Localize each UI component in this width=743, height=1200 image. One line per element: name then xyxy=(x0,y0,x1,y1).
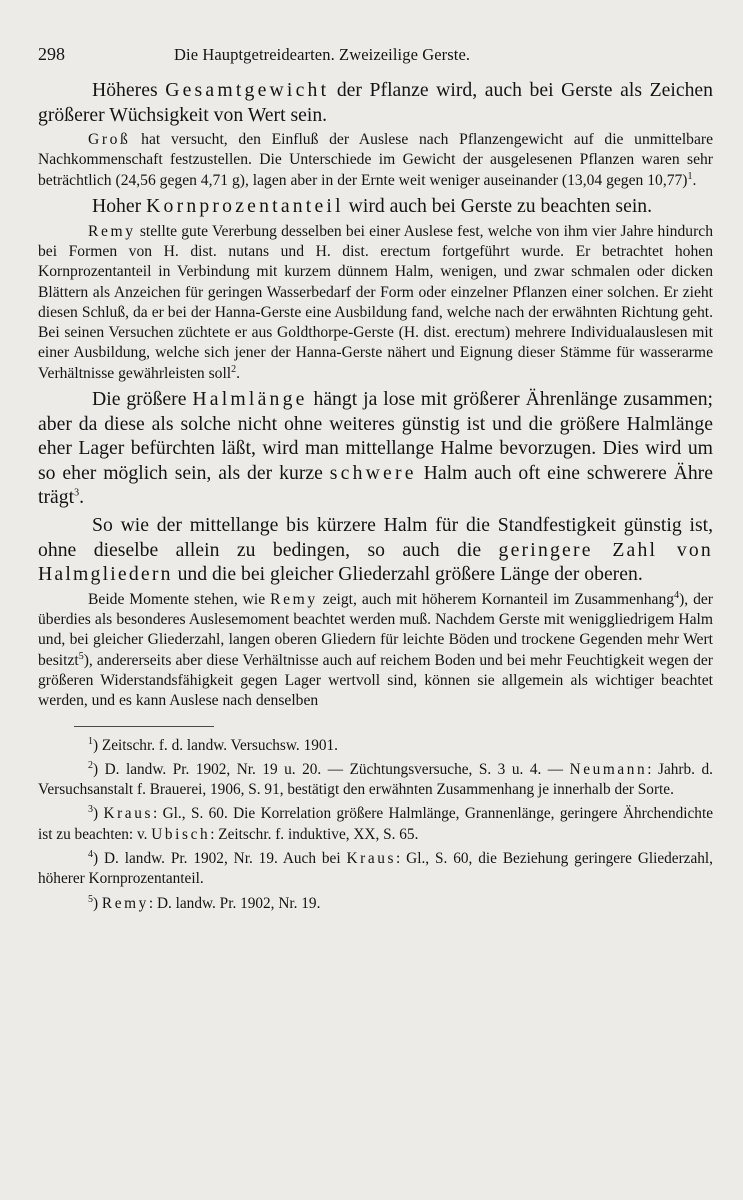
spaced-term: Halmlänge xyxy=(192,388,308,411)
footnote-1 xyxy=(38,736,713,756)
footnote-text: : D. landw. Pr. 1902, Nr. 19. xyxy=(148,894,321,912)
text-run: Höheres xyxy=(92,79,166,101)
page-header xyxy=(38,44,713,78)
spaced-term: Gesamtgewicht xyxy=(165,79,330,101)
text-run: . xyxy=(236,364,241,382)
footnotes xyxy=(38,736,713,914)
text-run: zeigt, auch mit höherem Kornanteil im Zusammenhang xyxy=(317,590,675,608)
footnote-text: : Jahrb. d. Versuchsanstalt f. Brauerei, 1906, S. 91, bestätigt den erwähnten Zusammenhang je innerhalb der Sorte. xyxy=(38,760,713,799)
footnote-ref: 3 xyxy=(74,487,80,499)
text-run: ), andererseits aber diese Verhältnisse auch auf reichem Boden und bei mehr Feuchtigkeit wegen der größeren Widerstandsfähigkeit gegen Lager wertvoll sind, können sie allgemein als wichtiger beachtet werden, und es kann Auslese nach denselben xyxy=(38,651,713,710)
footnote-5 xyxy=(38,894,713,914)
running-title: Die Hauptgetreidearten. Zweizeilige Gerste. xyxy=(174,45,471,64)
spaced-term: Kornprozentanteil xyxy=(146,195,344,218)
text-run: So wie der mittellange bis kürzere Halm für die Standfestigkeit günstig ist, ohne dieselbe allein zu bedingen, so auch die xyxy=(38,514,713,561)
text-run: hängt ja lose mit größerer Ährenlänge zusammen; aber da diese als solche nicht ohne weiteres günstig ist und die größere Halmlänge eher Lager befürchten läßt, wird man mittellange Halme bevorzugen. Dies wird um so eher möglich sein, als der kurze xyxy=(38,388,714,484)
footnote-text: ) D. landw. Pr. 1902, Nr. 19 u. 20. — Züchtungsversuche, S. 3 u. 4. — xyxy=(93,760,570,778)
footnote-2 xyxy=(38,760,713,801)
footnote-text: ) Zeitschr. f. d. landw. Versuchsw. 1901. xyxy=(93,736,338,754)
text-run: . xyxy=(79,486,84,509)
footnote-mark: 4 xyxy=(88,848,93,860)
paragraph-halmglieder xyxy=(38,513,713,587)
footnote-ref: 4 xyxy=(674,589,680,601)
footnote-mark: 2 xyxy=(88,759,93,771)
footnote-ref: 1 xyxy=(687,170,693,182)
footnote-ref: 2 xyxy=(231,363,237,375)
text-run: der Pflanze wird, auch bei Gerste als Zeichen größerer Wüchsigkeit von Wert sein. xyxy=(38,79,713,126)
paragraph-remy xyxy=(38,222,713,384)
spaced-term: geringere Zahl von Halmgliedern xyxy=(38,538,713,586)
author-name: Kraus xyxy=(103,805,154,823)
page-number: 298 xyxy=(38,44,65,64)
paragraph-gesamtgewicht xyxy=(38,78,713,127)
author-name: Ubisch xyxy=(151,825,211,843)
text-run: hat versucht, den Einfluß der Auslese nach Pflanzengewicht auf die unmittelbare Nachkommenschaft festzustellen. Die Unterschiede im Gewicht der ausgelesenen Pflanzen waren sehr beträchtlich (24,56 gegen 4,71 g), lagen aber in der Ernte weit weniger auseinander (13,04 gegen 10,77) xyxy=(38,131,713,189)
text-run: stellte gute Vererbung desselben bei einer Auslese fest, welche von ihm vier Jahre hindurch bei Formen von H. dist. nutans und H. dist. erectum fortgeführt wurde. Er betrachtet hohen Kornprozentanteil in Verbindung mit kurzem dünnem Halm, wenigen, und zwar schmalen oder dicken Blättern als Anzeichen für geringen Wasserbedarf der Form oder einzelner Pflanzen einer solchen. Er zieht diesen Schluß, da er bei der Hanna-Gerste eine Ausbildung fand, welche nach der erwähnten Richtung geht. Bei seinen Versuchen züchtete er aus Goldthorpe-Gerste (H. dist. erectum) mehrere Individualauslesen mit einer Ausbildung, welche sich jener der Hanna-Gerste nähert und Eignung dieser Stämme für wasserarme Verhältnisse gewährleisten soll xyxy=(38,222,713,382)
text-run: wird auch bei Gerste zu beachten sein. xyxy=(343,195,653,218)
footnote-text: ) D. landw. Pr. 1902, Nr. 19. Auch bei xyxy=(93,850,347,868)
footnote-mark: 1 xyxy=(88,735,93,747)
footnote-mark: 3 xyxy=(88,804,93,816)
text-run: ), der überdies als besonderes Auslesemoment beachtet werden muß. Nachdem Gerste mit weniggliedrigem Halm und, bei gleicher Gliederzahl, langen oberen Gliedern für leichte Böden und trockene Gegenden mehr Wert besitzt xyxy=(38,590,713,669)
text-run: Beide Momente stehen, wie xyxy=(88,590,271,608)
paragraph-kornprozentanteil xyxy=(38,194,713,219)
author-name: Groß xyxy=(88,131,131,149)
paragraph-halmlaenge xyxy=(38,387,713,510)
footnote-text: ) xyxy=(93,805,104,823)
text-run: Hoher xyxy=(92,195,147,218)
footnote-ref: 5 xyxy=(78,650,84,662)
author-name: Remy xyxy=(101,894,149,912)
footnote-text: : Gl., S. 60, die Beziehung geringere Gliederzahl, höherer Kornprozentanteil. xyxy=(38,850,713,888)
footnote-3 xyxy=(38,804,713,845)
footnote-text: ) xyxy=(93,894,102,912)
spaced-term: schwere xyxy=(329,461,417,484)
author-name: Remy xyxy=(88,222,136,240)
text-run: und die bei gleicher Gliederzahl größere Länge der oberen. xyxy=(172,563,643,586)
paragraph-gross xyxy=(38,130,713,191)
paragraph-momente xyxy=(38,590,713,712)
footnote-separator xyxy=(74,726,214,727)
author-name: Kraus xyxy=(346,850,397,868)
author-name: Remy xyxy=(270,590,318,608)
footnote-text: : Gl., S. 60. Die Korrelation größere Halmlänge, Grannenlänge, geringere Ährchendichte ist zu beachten: v. xyxy=(38,805,713,843)
text-run: Die größere xyxy=(92,388,193,411)
footnote-mark: 5 xyxy=(88,893,93,905)
author-name: Neumann xyxy=(569,760,648,778)
text-run: . xyxy=(692,171,697,189)
footnote-text: : Zeitschr. f. induktive, XX, S. 65. xyxy=(210,825,419,843)
footnote-4 xyxy=(38,849,713,890)
text-run: Halm auch oft eine schwerere Ähre trägt xyxy=(38,461,713,509)
